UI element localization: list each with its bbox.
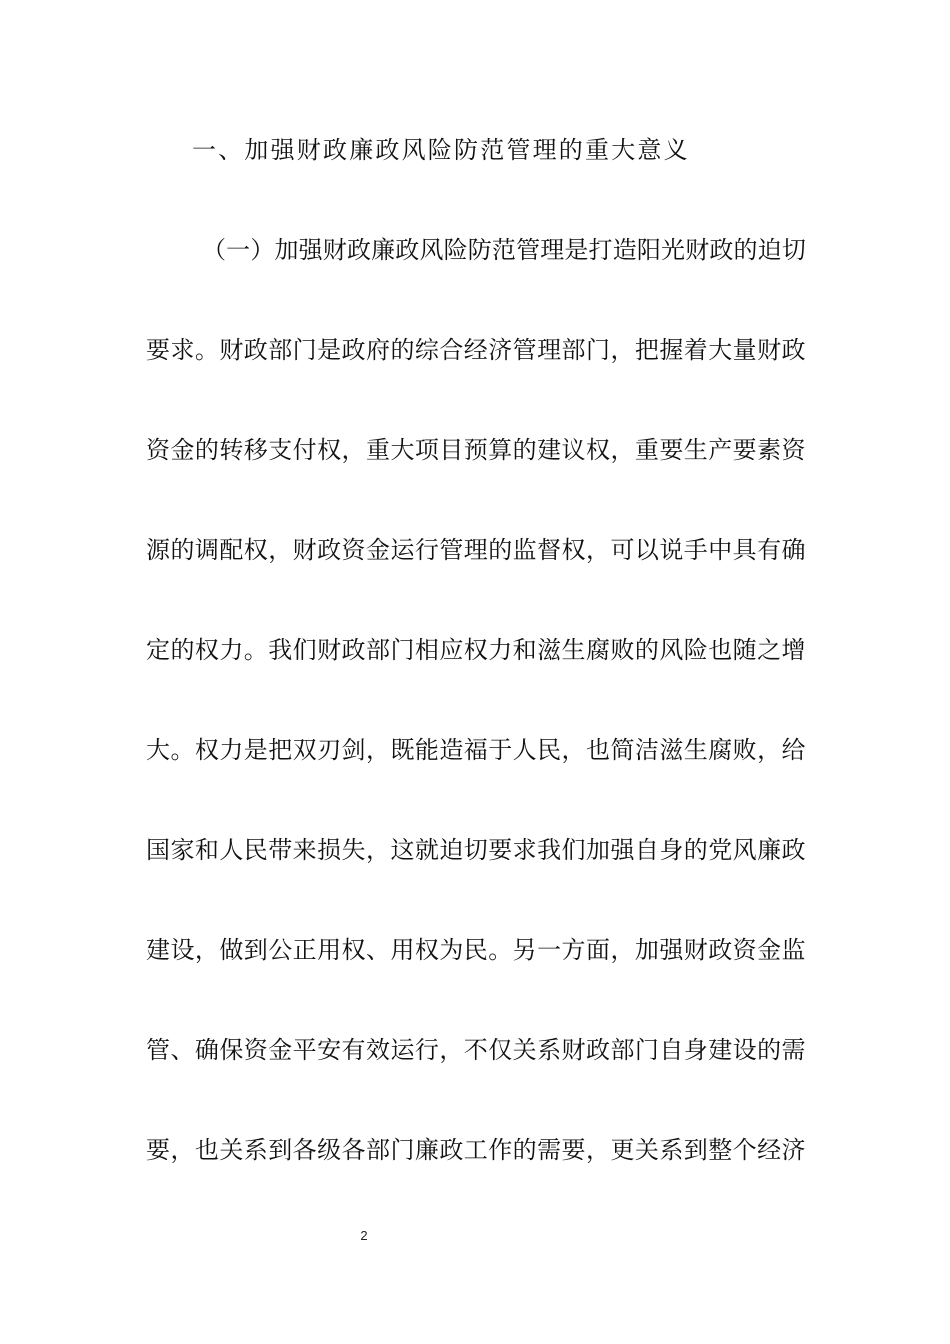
body-paragraph	[146, 232, 806, 1232]
text-line: 建设，做到公正用权、用权为民。另一方面，加强财政资金监	[146, 936, 806, 964]
text-line: 大。权力是把双刃剑，既能造福于人民，也简洁滋生腐败，给	[146, 736, 806, 764]
text-line: 要，也关系到各级各部门廉政工作的需要，更关系到整个经济	[146, 1136, 806, 1164]
text-line: 国家和人民带来损失，这就迫切要求我们加强自身的党风廉政	[146, 836, 806, 864]
text-line: 管、确保资金平安有效运行，不仅关系财政部门自身建设的需	[146, 1036, 806, 1064]
text-line: （一）加强财政廉政风险防范管理是打造阳光财政的迫切	[202, 236, 806, 264]
text-line: 源的调配权，财政资金运行管理的监督权，可以说手中具有确	[146, 536, 806, 564]
text-line: 定的权力。我们财政部门相应权力和滋生腐败的风险也随之增	[146, 636, 806, 664]
text-line: 资金的转移支付权，重大项目预算的建议权，重要生产要素资	[146, 436, 806, 464]
text-line: 要求。财政部门是政府的综合经济管理部门，把握着大量财政	[146, 336, 806, 364]
section-heading: 一、加强财政廉政风险防范管理的重大意义	[192, 136, 690, 164]
page-number: 2	[360, 1228, 368, 1243]
